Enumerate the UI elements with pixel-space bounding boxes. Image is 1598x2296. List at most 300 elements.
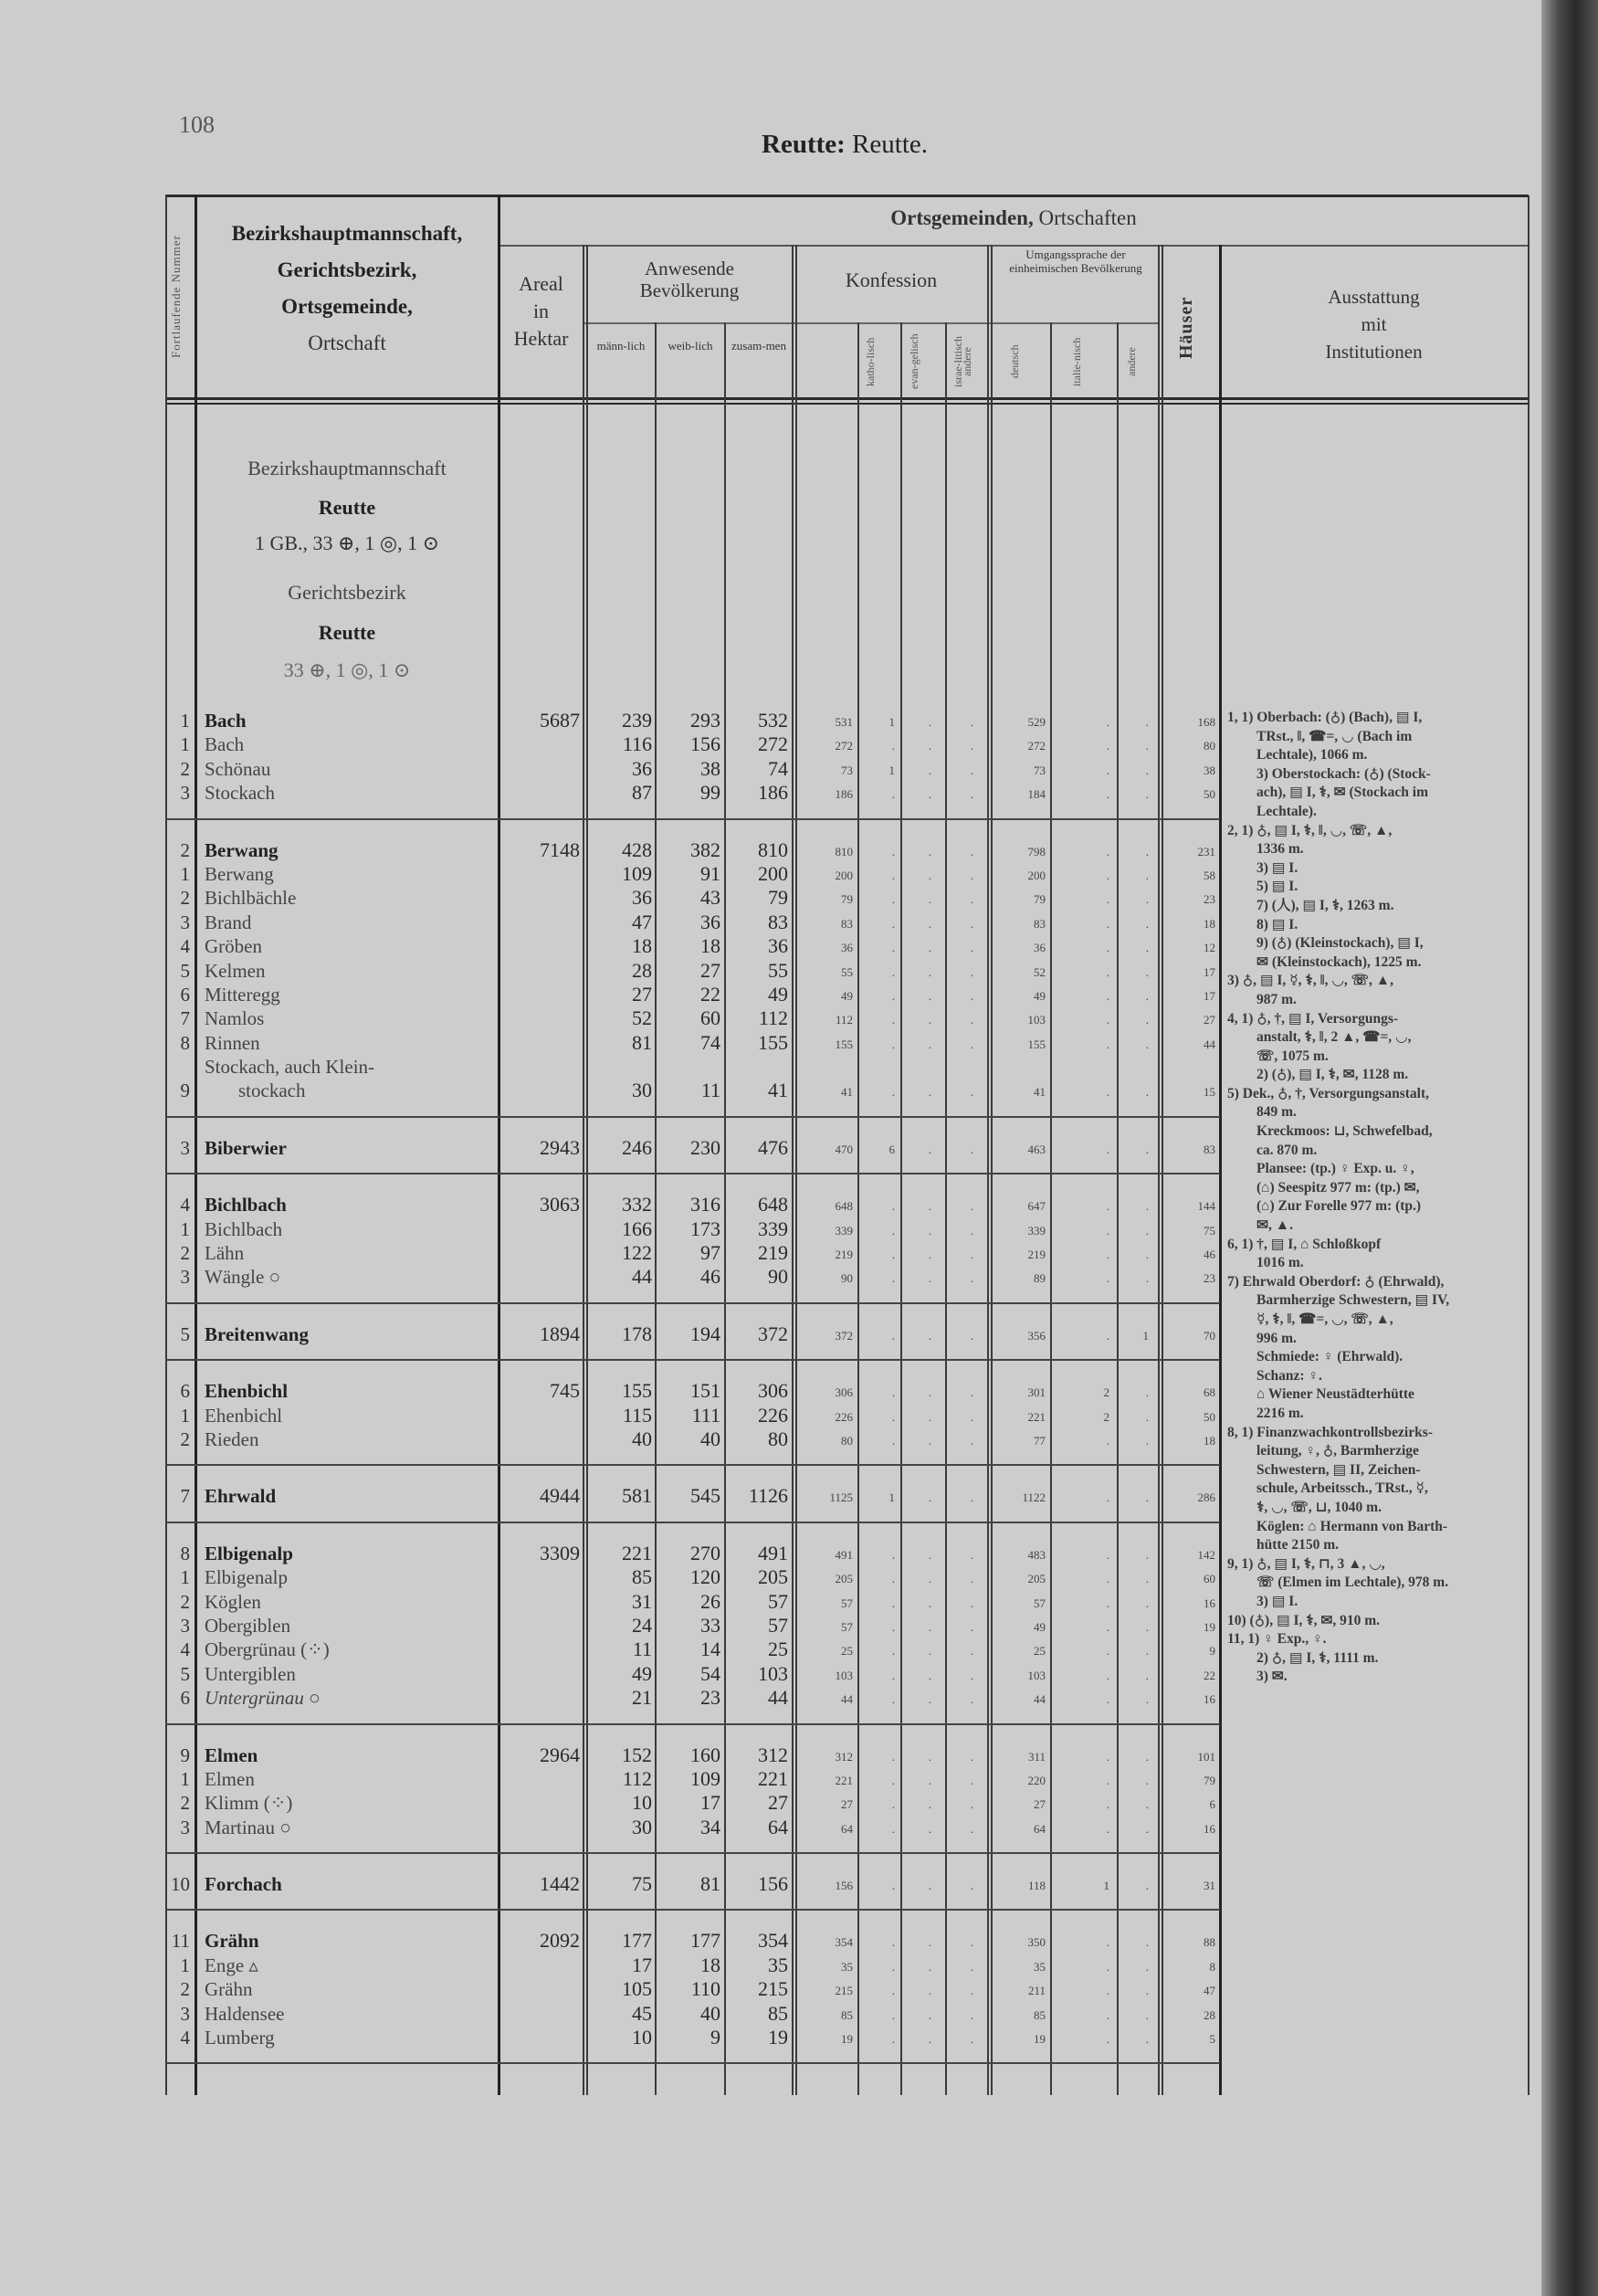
jewish-cell: . xyxy=(928,1085,931,1100)
houses-cell: 8 xyxy=(1209,1959,1215,1974)
italian-cell: . xyxy=(1106,941,1109,955)
catholic-cell: 57 xyxy=(841,1619,853,1634)
areal-cell: 1894 xyxy=(540,1322,580,1345)
total-cell: 41 xyxy=(768,1079,788,1102)
german-cell: 25 xyxy=(1034,1644,1046,1659)
houses-cell: 6 xyxy=(1209,1797,1215,1812)
page-title xyxy=(0,130,1598,160)
houses-cell: 88 xyxy=(1204,1935,1215,1950)
catholic-cell: 205 xyxy=(835,1572,853,1586)
other-confession-cell: . xyxy=(970,964,973,979)
jewish-cell: . xyxy=(928,1821,931,1836)
municipality-row xyxy=(165,838,1220,862)
intro-court-name: Reutte xyxy=(318,621,376,644)
german-cell: 647 xyxy=(1027,1199,1046,1214)
row-number: 1 xyxy=(180,1217,190,1240)
header-group-title xyxy=(499,206,1529,230)
other-confession-cell: . xyxy=(970,868,973,882)
male-cell: 36 xyxy=(632,886,652,910)
houses-cell: 68 xyxy=(1204,1385,1215,1400)
houses-cell: 50 xyxy=(1204,1409,1215,1424)
total-cell: 103 xyxy=(758,1661,788,1685)
female-cell: 34 xyxy=(700,1815,720,1838)
german-cell: 85 xyxy=(1034,2007,1046,2022)
protestant-cell: . xyxy=(891,892,895,907)
total-cell: 205 xyxy=(758,1565,788,1589)
areal-cell: 2964 xyxy=(540,1743,580,1766)
equipment-line: Lechtale). xyxy=(1256,803,1317,819)
german-cell: 339 xyxy=(1027,1223,1046,1238)
italian-cell: . xyxy=(1106,916,1109,931)
other-language-cell: . xyxy=(1145,1959,1149,1974)
equipment-column-text xyxy=(1227,709,1519,1687)
houses-cell: 168 xyxy=(1197,715,1215,729)
municipality-group xyxy=(165,690,1220,820)
place-name: Lähn xyxy=(205,1242,245,1265)
houses-cell: 23 xyxy=(1204,892,1215,907)
catholic-cell: 27 xyxy=(841,1797,853,1812)
header-total: zusam-men xyxy=(731,339,786,353)
other-confession-cell: . xyxy=(970,844,973,858)
other-confession-cell: . xyxy=(970,1821,973,1836)
total-cell: 219 xyxy=(758,1241,788,1265)
houses-cell: 75 xyxy=(1204,1223,1215,1238)
male-cell: 30 xyxy=(632,1815,652,1838)
equipment-line: anstalt, ⚕, ‖, 2 ▲, ☎=, ◡, xyxy=(1256,1029,1412,1046)
equipment-line: 2) ♁, ▤ I, ⚕, 1111 m. xyxy=(1256,1649,1379,1666)
equipment-line: 3) ✉. xyxy=(1256,1669,1288,1685)
protestant-cell: . xyxy=(891,1013,895,1027)
row-number: 3 xyxy=(180,1136,190,1159)
italian-cell: . xyxy=(1106,787,1109,802)
locality-row xyxy=(165,1816,1220,1839)
italian-cell: . xyxy=(1106,739,1109,753)
other-confession-cell: . xyxy=(970,1037,973,1051)
place-name: Elmen xyxy=(205,1767,255,1790)
male-cell: 221 xyxy=(622,1541,652,1564)
jewish-cell: . xyxy=(928,1271,931,1286)
protestant-cell: 1 xyxy=(888,1490,895,1505)
protestant-cell: . xyxy=(891,1644,895,1659)
place-name: Wängle ○ xyxy=(205,1266,281,1289)
protestant-cell: . xyxy=(891,1935,895,1950)
total-cell: 35 xyxy=(768,1953,788,1976)
houses-cell: 286 xyxy=(1197,1490,1215,1505)
row-number: 1 xyxy=(180,710,190,732)
other-language-cell: . xyxy=(1145,763,1149,777)
place-name: Ehenbichl xyxy=(205,1404,283,1427)
houses-cell: 28 xyxy=(1204,2007,1215,2022)
male-cell: 105 xyxy=(622,1977,652,2001)
female-cell: 111 xyxy=(691,1403,720,1427)
other-confession-cell: . xyxy=(970,1668,973,1682)
municipality-group xyxy=(165,1466,1220,1522)
other-confession-cell: . xyxy=(970,1409,973,1424)
italian-cell: . xyxy=(1106,1085,1109,1100)
other-language-cell: . xyxy=(1145,1248,1149,1262)
other-confession-cell: . xyxy=(970,1013,973,1027)
row-number: 6 xyxy=(180,1687,190,1710)
other-confession-cell: . xyxy=(970,2032,973,2047)
municipality-group xyxy=(165,1304,1220,1361)
row-number: 3 xyxy=(180,782,190,805)
equipment-line: ach), ▤ I, ⚕, ✉ (Stockach im xyxy=(1256,785,1428,801)
italian-cell: . xyxy=(1106,1749,1109,1764)
male-cell: 36 xyxy=(632,756,652,780)
locality-row xyxy=(165,1217,1220,1241)
areal-cell: 7148 xyxy=(540,837,580,861)
municipality-group xyxy=(165,1174,1220,1304)
header-bottom-rule-2 xyxy=(165,403,1529,405)
other-language-cell: . xyxy=(1145,1142,1149,1156)
total-cell: 1126 xyxy=(748,1484,788,1508)
total-cell: 186 xyxy=(758,781,788,805)
total-cell: 55 xyxy=(768,958,788,982)
total-cell: 19 xyxy=(768,2026,788,2049)
italian-cell: . xyxy=(1106,1644,1109,1659)
areal-cell: 2943 xyxy=(540,1135,580,1159)
areal-cell: 4944 xyxy=(540,1484,580,1508)
table-top-rule xyxy=(165,195,1529,197)
equipment-line: 2) (♁), ▤ I, ⚕, ✉, 1128 m. xyxy=(1256,1067,1409,1083)
other-language-cell: . xyxy=(1145,2007,1149,2022)
municipality-row xyxy=(165,1743,1220,1767)
locality-row xyxy=(165,934,1220,958)
other-confession-cell: . xyxy=(970,1199,973,1214)
houses-cell: 60 xyxy=(1204,1572,1215,1586)
place-name: Mitteregg xyxy=(205,983,280,1006)
other-language-cell: . xyxy=(1145,892,1149,907)
total-cell: 64 xyxy=(768,1815,788,1838)
equipment-line: 9) (♁) (Kleinstockach), ▤ I, xyxy=(1256,935,1424,952)
locality-row xyxy=(165,1404,1220,1427)
italian-cell: . xyxy=(1106,1797,1109,1812)
catholic-cell: 491 xyxy=(835,1547,853,1562)
place-name: Ehrwald xyxy=(205,1485,277,1508)
jewish-cell: . xyxy=(928,941,931,955)
male-cell: 17 xyxy=(632,1953,652,1976)
equipment-line: (⌂) Zur Forelle 977 m: (tp.) xyxy=(1256,1198,1422,1215)
place-name: Bichlbach xyxy=(205,1194,287,1216)
total-cell: 36 xyxy=(768,934,788,958)
header-group-title-rest: Ortschaften xyxy=(1033,206,1137,229)
other-language-cell: . xyxy=(1145,1572,1149,1586)
jewish-cell: . xyxy=(928,1409,931,1424)
german-cell: 220 xyxy=(1027,1773,1046,1787)
place-name: Untergiblen xyxy=(205,1662,296,1685)
male-cell: 40 xyxy=(632,1427,652,1450)
locality-row xyxy=(165,1686,1220,1710)
male-cell: 332 xyxy=(622,1193,652,1216)
italian-cell: . xyxy=(1106,1935,1109,1950)
female-cell: 173 xyxy=(690,1216,720,1240)
catholic-cell: 79 xyxy=(841,892,853,907)
protestant-cell: . xyxy=(891,964,895,979)
place-name-continued: stockach xyxy=(238,1080,306,1102)
german-cell: 205 xyxy=(1027,1572,1046,1586)
jewish-cell: . xyxy=(928,1385,931,1400)
row-number: 7 xyxy=(180,1485,190,1508)
italian-cell: . xyxy=(1106,763,1109,777)
place-name: Elmen xyxy=(205,1743,258,1766)
locality-row xyxy=(165,1265,1220,1289)
place-name: Elbigenalp xyxy=(205,1566,288,1589)
houses-cell: 16 xyxy=(1204,1596,1215,1610)
german-cell: 350 xyxy=(1027,1935,1046,1950)
equipment-line: Schanz: ♀. xyxy=(1256,1367,1322,1384)
female-cell: 22 xyxy=(700,982,720,1006)
female-cell: 74 xyxy=(700,1030,720,1054)
place-name: Gröben xyxy=(205,935,262,958)
italian-cell: 1 xyxy=(1103,1879,1109,1893)
catholic-cell: 810 xyxy=(835,844,853,858)
female-cell: 38 xyxy=(700,756,720,780)
male-cell: 115 xyxy=(622,1403,652,1427)
male-cell: 246 xyxy=(622,1135,652,1159)
german-cell: 27 xyxy=(1034,1797,1046,1812)
jewish-cell: . xyxy=(928,1434,931,1448)
german-cell: 529 xyxy=(1027,715,1046,729)
total-cell: 221 xyxy=(758,1766,788,1790)
equipment-line: 7) (人), ▤ I, ⚕, 1263 m. xyxy=(1256,897,1394,913)
male-cell: 10 xyxy=(632,1791,652,1815)
row-number: 2 xyxy=(180,757,190,780)
jewish-cell: . xyxy=(928,916,931,931)
jewish-cell: . xyxy=(928,1668,931,1682)
equipment-line: ☿, ⚕, ‖, ☎=, ◡, ☏, ▲, xyxy=(1256,1311,1393,1327)
italian-cell: . xyxy=(1106,1773,1109,1787)
german-cell: 49 xyxy=(1034,1619,1046,1634)
protestant-cell: . xyxy=(891,787,895,802)
catholic-cell: 85 xyxy=(841,2007,853,2022)
header-name-line: Ortschaft xyxy=(308,332,386,354)
jewish-cell: . xyxy=(928,1248,931,1262)
other-language-cell: . xyxy=(1145,1692,1149,1707)
place-name: Bichlbächle xyxy=(205,887,297,910)
equipment-line: schule, Arbeitssch., TRst., ☿, xyxy=(1256,1480,1428,1497)
german-cell: 36 xyxy=(1034,941,1046,955)
italian-cell: 2 xyxy=(1103,1409,1109,1424)
protestant-cell: . xyxy=(891,1271,895,1286)
protestant-cell: . xyxy=(891,1821,895,1836)
female-cell: 156 xyxy=(690,732,720,756)
intro-court-label: Gerichtsbezirk xyxy=(288,581,406,604)
italian-cell: 2 xyxy=(1103,1385,1109,1400)
total-cell: 49 xyxy=(768,982,788,1006)
col-rule xyxy=(1528,195,1530,2095)
female-cell: 40 xyxy=(700,1427,720,1450)
italian-cell: . xyxy=(1106,1596,1109,1610)
other-confession-cell: . xyxy=(970,916,973,931)
german-cell: 219 xyxy=(1027,1248,1046,1262)
catholic-cell: 25 xyxy=(841,1644,853,1659)
male-cell: 116 xyxy=(622,732,652,756)
other-confession-cell: . xyxy=(970,1547,973,1562)
houses-cell: 22 xyxy=(1204,1668,1215,1682)
municipality-row xyxy=(165,1484,1220,1508)
equipment-line: leitung, ♀, ♁, Barmherzige xyxy=(1256,1443,1419,1459)
male-cell: 152 xyxy=(622,1743,652,1766)
place-name: Bach xyxy=(205,710,247,732)
other-confession-cell: . xyxy=(970,1619,973,1634)
municipality-group xyxy=(165,1854,1220,1911)
locality-row xyxy=(165,2002,1220,2026)
locality-row xyxy=(165,1767,1220,1791)
other-language-cell: . xyxy=(1145,2032,1149,2047)
male-cell: 28 xyxy=(632,958,652,982)
female-cell: 60 xyxy=(700,1006,720,1030)
jewish-cell: . xyxy=(928,1773,931,1787)
female-cell: 54 xyxy=(700,1661,720,1685)
other-confession-cell: . xyxy=(970,941,973,955)
total-cell: 25 xyxy=(768,1638,788,1661)
row-number: 8 xyxy=(180,1031,190,1054)
other-confession-cell: . xyxy=(970,1797,973,1812)
other-language-cell: . xyxy=(1145,1797,1149,1812)
other-confession-cell: . xyxy=(970,1434,973,1448)
protestant-cell: . xyxy=(891,844,895,858)
italian-cell: . xyxy=(1106,2007,1109,2022)
other-confession-cell: . xyxy=(970,2007,973,2022)
italian-cell: . xyxy=(1106,1821,1109,1836)
header-language: Umgangssprache der einheimischen Bevölkerung xyxy=(1009,248,1142,275)
other-confession-cell: . xyxy=(970,1490,973,1505)
total-cell: 810 xyxy=(758,837,788,861)
intro-district-name: Reutte xyxy=(318,496,376,519)
equipment-line: 5) ▤ I. xyxy=(1256,879,1298,895)
german-cell: 200 xyxy=(1027,868,1046,882)
header-italian: italie-nisch xyxy=(1070,337,1083,386)
other-language-cell: . xyxy=(1145,1644,1149,1659)
italian-cell: . xyxy=(1106,1572,1109,1586)
place-name: Brand xyxy=(205,911,252,933)
protestant-cell: . xyxy=(891,941,895,955)
other-language-cell: . xyxy=(1145,1935,1149,1950)
italian-cell: . xyxy=(1106,1490,1109,1505)
houses-cell: 16 xyxy=(1204,1692,1215,1707)
equipment-line: 1, 1) Oberbach: (♁) (Bach), ▤ I, xyxy=(1227,710,1423,725)
protestant-cell: . xyxy=(891,1692,895,1707)
male-cell: 109 xyxy=(622,861,652,885)
other-confession-cell: . xyxy=(970,1271,973,1286)
other-language-cell: . xyxy=(1145,1223,1149,1238)
protestant-cell: . xyxy=(891,1773,895,1787)
equipment-line: 987 m. xyxy=(1256,991,1297,1007)
german-cell: 483 xyxy=(1027,1547,1046,1562)
equipment-line: hütte 2150 m. xyxy=(1256,1537,1339,1553)
row-number: 10 xyxy=(171,1873,190,1896)
equipment-line: 3) ♁, ▤ I, ☿, ⚕, ‖, ◡, ☏, ▲, xyxy=(1227,973,1393,989)
row-number: 1 xyxy=(180,733,190,756)
row-number: 1 xyxy=(180,1767,190,1790)
municipality-group xyxy=(165,1911,1220,2064)
total-cell: 44 xyxy=(768,1686,788,1710)
german-cell: 35 xyxy=(1034,1959,1046,1974)
locality-row xyxy=(165,1954,1220,1977)
male-cell: 81 xyxy=(632,1030,652,1054)
jewish-cell: . xyxy=(928,988,931,1003)
male-cell: 581 xyxy=(622,1484,652,1508)
header-name-line: Gerichtsbezirk, xyxy=(277,258,417,281)
header-areal xyxy=(499,270,583,353)
protestant-cell: . xyxy=(891,1409,895,1424)
equipment-line: 2, 1) ♁, ▤ I, ⚕, ‖, ◡, ☏, ▲, xyxy=(1227,822,1393,838)
other-confession-cell: . xyxy=(970,988,973,1003)
german-cell: 89 xyxy=(1034,1271,1046,1286)
female-cell: 26 xyxy=(700,1589,720,1613)
municipality-group xyxy=(165,1361,1220,1466)
scan-page-edge xyxy=(1541,0,1598,2296)
italian-cell: . xyxy=(1106,1547,1109,1562)
other-language-cell: . xyxy=(1145,1547,1149,1562)
page-title-rest: Reutte. xyxy=(845,130,928,159)
equipment-line: 2216 m. xyxy=(1256,1405,1304,1421)
row-number: 2 xyxy=(180,1978,190,2001)
jewish-cell: . xyxy=(928,1328,931,1343)
other-language-cell: . xyxy=(1145,787,1149,802)
other-language-cell: 1 xyxy=(1142,1328,1149,1343)
row-number: 3 xyxy=(180,1614,190,1637)
other-language-cell: . xyxy=(1145,1879,1149,1893)
catholic-cell: 226 xyxy=(835,1409,853,1424)
italian-cell: . xyxy=(1106,1619,1109,1634)
jewish-cell: . xyxy=(928,763,931,777)
catholic-cell: 339 xyxy=(835,1223,853,1238)
other-language-cell: . xyxy=(1145,1037,1149,1051)
houses-cell: 44 xyxy=(1204,1037,1215,1051)
municipality-group xyxy=(165,1523,1220,1725)
italian-cell: . xyxy=(1106,988,1109,1003)
protestant-cell: . xyxy=(891,1797,895,1812)
other-language-cell: . xyxy=(1145,1821,1149,1836)
houses-cell: 144 xyxy=(1197,1199,1215,1214)
row-number: 3 xyxy=(180,2002,190,2025)
areal-cell: 2092 xyxy=(540,1929,580,1953)
catholic-cell: 49 xyxy=(841,988,853,1003)
intro-district-summary: 1 GB., 33 ⊕, 1 ◎, 1 ⊙ xyxy=(254,532,440,554)
row-number: 9 xyxy=(180,1080,190,1102)
place-name: Schönau xyxy=(205,757,271,780)
houses-cell: 101 xyxy=(1197,1749,1215,1764)
row-number: 3 xyxy=(180,911,190,933)
german-cell: 1122 xyxy=(1022,1490,1046,1505)
total-cell: 83 xyxy=(768,910,788,933)
german-cell: 184 xyxy=(1027,787,1046,802)
female-cell: 545 xyxy=(690,1484,720,1508)
total-cell: 491 xyxy=(758,1541,788,1564)
catholic-cell: 55 xyxy=(841,964,853,979)
row-number: 4 xyxy=(180,1638,190,1661)
catholic-cell: 103 xyxy=(835,1668,853,1682)
place-name: Köglen xyxy=(205,1590,261,1613)
row-number: 1 xyxy=(180,1566,190,1589)
protestant-cell: . xyxy=(891,1037,895,1051)
male-cell: 178 xyxy=(622,1322,652,1345)
other-confession-cell: . xyxy=(970,739,973,753)
protestant-cell: . xyxy=(891,1668,895,1682)
catholic-cell: 215 xyxy=(835,1984,853,1998)
houses-cell: 70 xyxy=(1204,1328,1215,1343)
header-jewish: israe-litisch xyxy=(951,336,964,387)
catholic-cell: 36 xyxy=(841,941,853,955)
jewish-cell: . xyxy=(928,1644,931,1659)
jewish-cell: . xyxy=(928,892,931,907)
italian-cell: . xyxy=(1106,868,1109,882)
italian-cell: . xyxy=(1106,892,1109,907)
other-language-cell: . xyxy=(1145,1490,1149,1505)
other-confession-cell: . xyxy=(970,787,973,802)
municipality-row xyxy=(165,1872,1220,1896)
